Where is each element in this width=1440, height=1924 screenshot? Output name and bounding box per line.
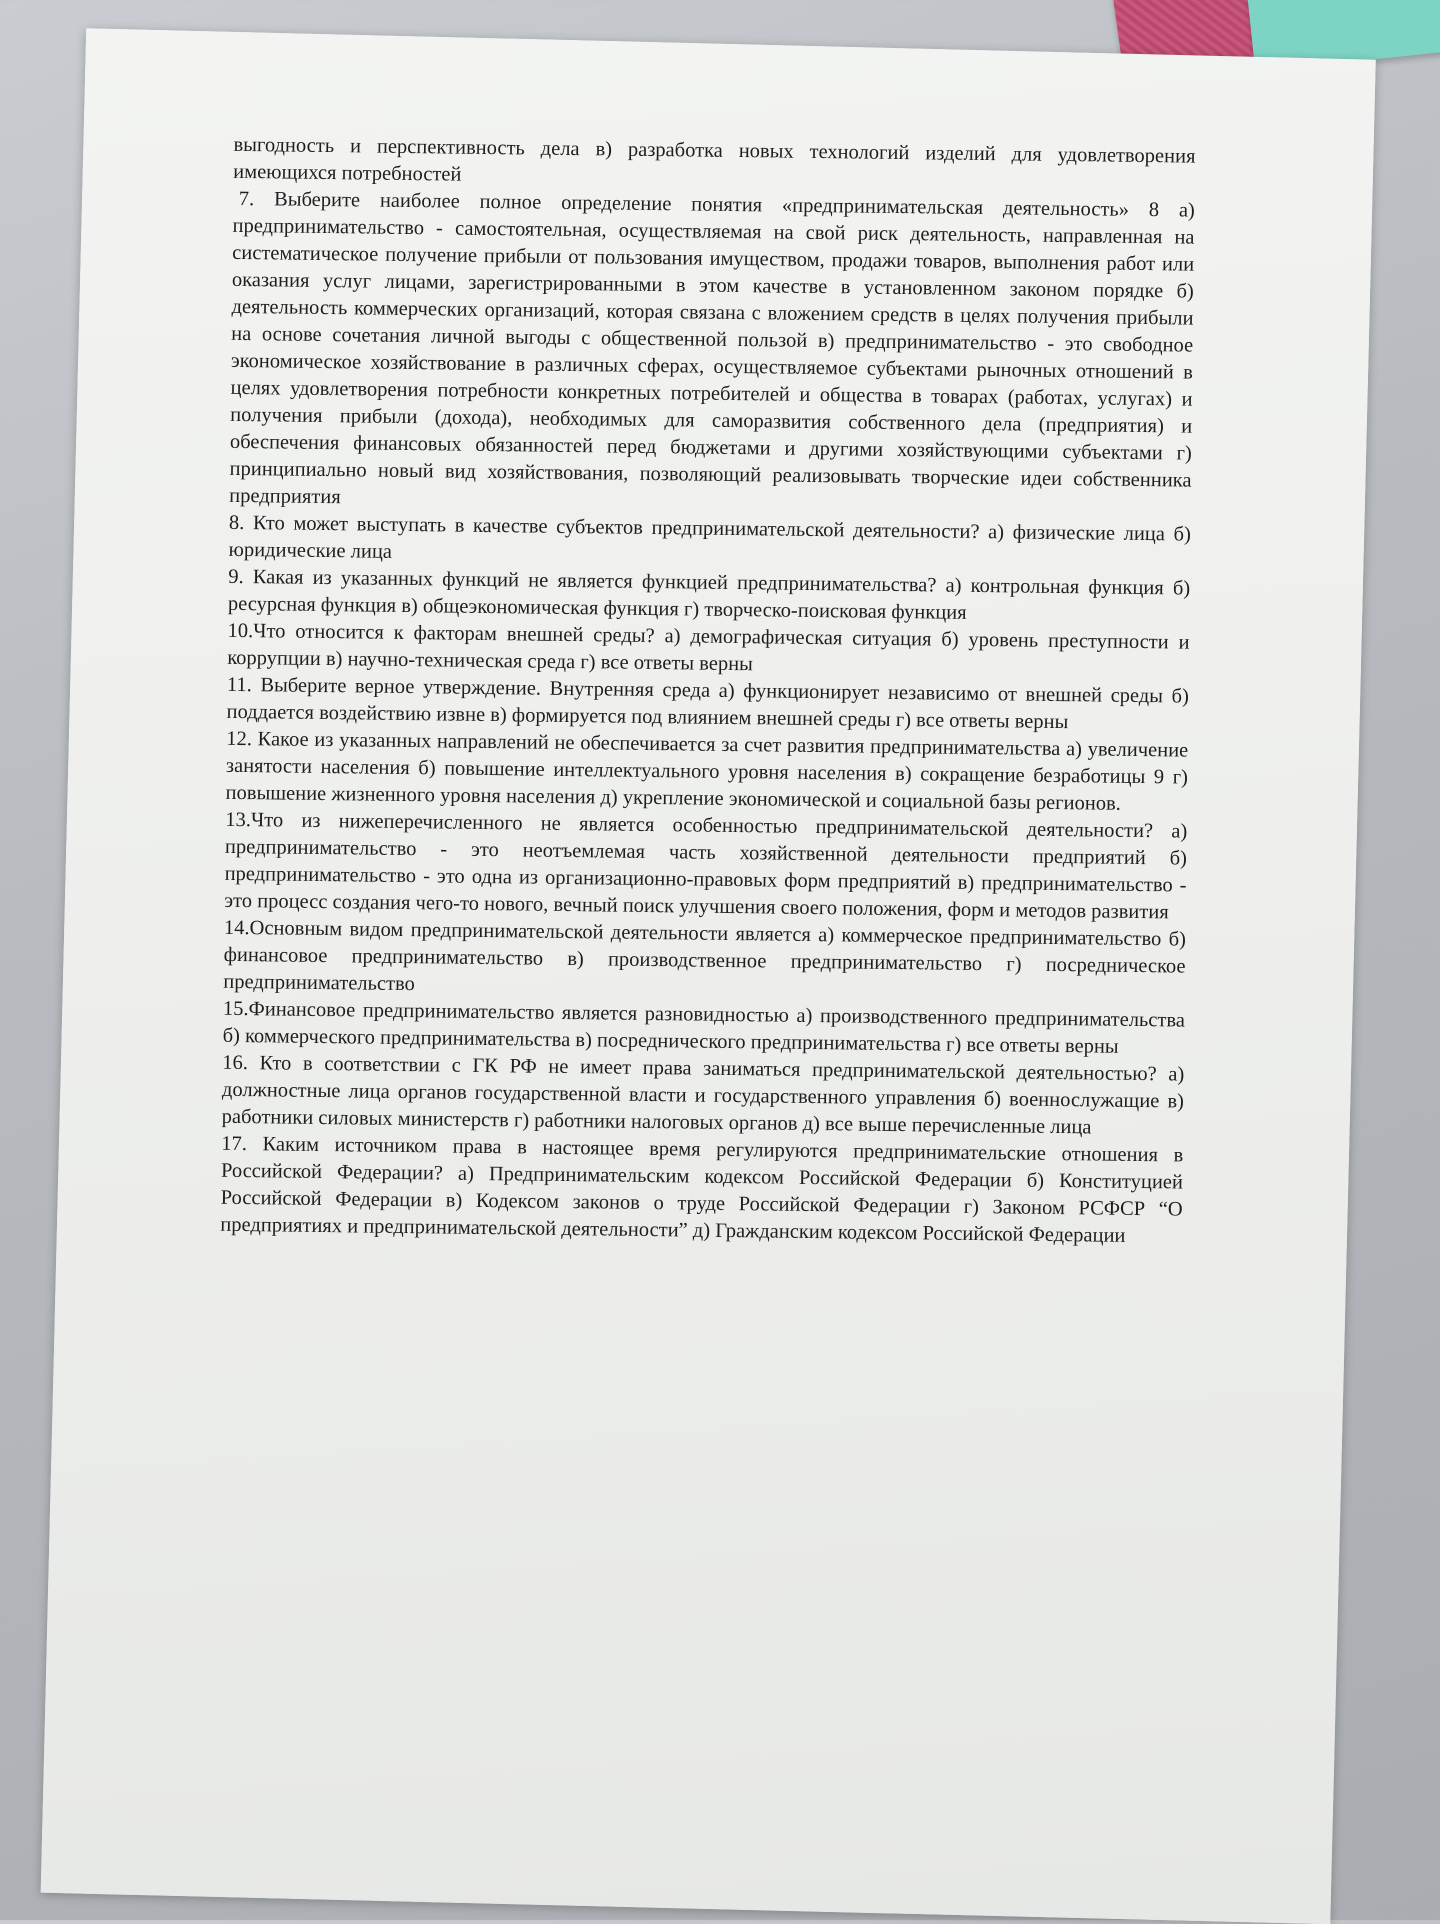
question-9: 9. Какая из указанных функций не является функцией предпринимательства? а) контрольная функция б) ресурсная функция в) общеэкономическая функция г) творческо-поисковая функция	[227, 565, 1191, 624]
question-16: 16. Кто в соответствии с ГК РФ не имеет права заниматься предпринимательской деятельностью? а) должностные лица органов государственной власти и государственного управления б) военнослужащие в) работники силовых министерств г) работники налоговых органов д) все выше перечисленные лица	[221, 1051, 1185, 1139]
continuation-text: выгодность и перспективность дела в) разработка новых технологий изделий для удовлетворения имеющихся потребностей	[233, 133, 1196, 186]
question-7: 7. Выберите наиболее полное определение понятия «предпринимательская деятельность» 8 а) предпринимательство - самостоятельная, осуществляемая на свой риск деятельность, направленная на систематическое получение прибыли от пользования имуществом, продажи товаров, выполнения работ или оказания услуг лицами, зарегистрированными в этом качестве в установленном законом порядке б) деятельность коммерческих организаций, которая связана с вложением средств в целях получения прибыли на основе сочетания личной выгоды с общественной пользой в) предпринимательство - это свободное экономическое хозяйствование в различных сферах, осуществляемое субъектами рыночных отношений в целях удовлетворения потребности конкретных потребителей и общества в товарах (работах, услугах) и получения прибыли (дохода), необходимых для саморазвития собственного дела (предприятия) и обеспечения финансовых обязанностей перед бюджетами и другими хозяйствующими субъектами г) принципиально новый вид хозяйствования, позволяющий реализовывать творческие идеи собственника предприятия	[229, 187, 1195, 509]
document-text	[220, 132, 1195, 1251]
question-15: 15.Финансовое предпринимательство является разновидностью а) производственного предпринимательства б) коммерческого предпринимательства в) посреднического предпринимательства г) все ответы верны	[222, 997, 1186, 1058]
question-11: 11. Выберите верное утверждение. Внутренняя среда а) функционирует независимо от внешней среды б) поддается воздействию извне в) формируется под влиянием внешней среды г) все ответы верны	[226, 673, 1190, 734]
question-13: 13.Что из нижеперечисленного не является особенностью предпринимательской деятельности? а) предпринимательство - это неотъемлемая часть хозяйственной деятельности предприятий б) предпринимательство - это одна из организационно-правовых форм предприятий в) предпринимательство - это процесс создания чего-то нового, вечный поиск улучшения своего положения, форм и методов развития	[224, 808, 1188, 924]
question-17: 17. Каким источником права в настоящее время регулируются предпринимательские отношения в Российской Федерации? а) Предпринимательским кодексом Российской Федерации б) Конституцией Российской Федерации в) Кодексом законов о труде Российской Федерации г) Законом РСФСР “О предприятиях и предпринимательской деятельности” д) Гражданским кодексом Российской Федерации	[220, 1132, 1184, 1247]
question-14: 14.Основным видом предпринимательской деятельности является а) коммерческое предпринимательство б) финансовое предпринимательство в) производственное предпринимательство г) посредническое предпринимательство	[223, 916, 1187, 996]
paper-sheet	[41, 28, 1376, 1924]
question-10: 10.Что относится к факторам внешней среды? а) демографическая ситуация б) уровень преступности и коррупции в) научно-техническая среда г) все ответы верны	[227, 619, 1190, 676]
question-12: 12. Какое из указанных направлений не обеспечивается за счет развития предпринимательства а) увеличение занятости населения б) повышение интеллектуального уровня населения в) сокращение безработицы 9 г) повышение жизненного уровня населения д) укрепление экономической и социальной базы регионов.	[225, 727, 1189, 815]
question-8: 8. Кто может выступать в качестве субъектов предпринимательской деятельности? а) физические лица б) юридические лица	[228, 511, 1191, 563]
